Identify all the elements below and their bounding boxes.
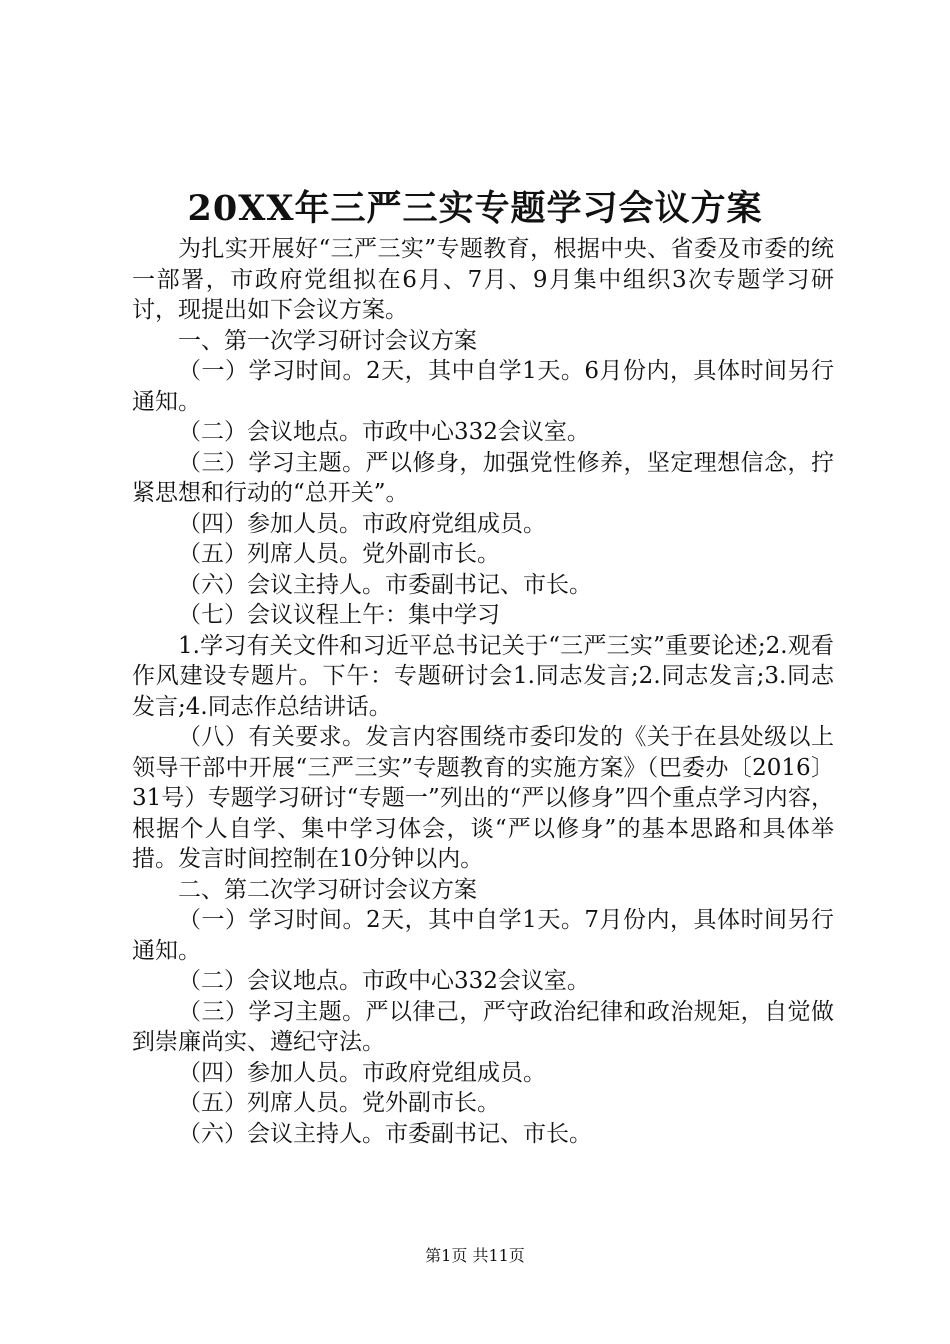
paragraph: （四）参加人员。市政府党组成员。 (178, 1059, 546, 1086)
paragraph: （五）列席人员。党外副市长。 (178, 541, 500, 567)
paragraph: （八）有关要求。发言内容围绕市委印发的《关于在县处级以上领导干部中开展“三严三实”专题教育的实施方案》（巴委办〔2016〕31号）专题学习研讨“专题一”列出的“严以修身”四个重点学习内容，根据个人自学、集中学习体会，谈“严以修身”的基本思路和具体举措。发言时间控制在10分钟以内。 (132, 724, 834, 872)
paragraph: （七）会议议程上午：集中学习 (178, 602, 500, 628)
paragraph: （一）学习时间。2天，其中自学1天。6月份内，具体时间另行通知。 (132, 358, 834, 415)
paragraph: （四）参加人员。市政府党组成员。 (178, 510, 546, 537)
paragraph: （三）学习主题。严以修身，加强党性修养，坚定理想信念，拧紧思想和行动的“总开关”。 (132, 449, 834, 506)
paragraph: （六）会议主持人。市委副书记、市长。 (178, 1120, 592, 1147)
section-heading-1: 一、第一次学习研讨会议方案 (178, 327, 477, 354)
paragraph: （二）会议地点。市政中心332会议室。 (178, 419, 590, 445)
paragraph: （五）列席人员。党外副市长。 (178, 1090, 500, 1116)
paragraph: 1.学习有关文件和习近平总书记关于“三严三实”重要论述;2.观看作风建设专题片。下午：专题研讨会1.同志发言;2.同志发言;3.同志发言;4.同志作总结讲话。 (132, 632, 834, 720)
paragraph: （六）会议主持人。市委副书记、市长。 (178, 571, 592, 598)
paragraph-intro: 为扎实开展好“三严三实”专题教育，根据中央、省委及市委的统一部署，市政府党组拟在6月、7月、9月集中组织3次专题学习研讨，现提出如下会议方案。 (132, 236, 834, 323)
section-heading-2: 二、第二次学习研讨会议方案 (178, 876, 477, 903)
paragraph: （三）学习主题。严以律己，严守政治纪律和政治规矩，自觉做到崇廉尚实、遵纪守法。 (132, 998, 834, 1055)
document-title: 20XX年三严三实专题学习会议方案 (187, 188, 763, 229)
page-footer: 第1页 共11页 (425, 1246, 525, 1265)
document-body (132, 234, 834, 1149)
paragraph: （一）学习时间。2天，其中自学1天。7月份内，具体时间另行通知。 (132, 907, 834, 964)
paragraph: （二）会议地点。市政中心332会议室。 (178, 968, 590, 994)
